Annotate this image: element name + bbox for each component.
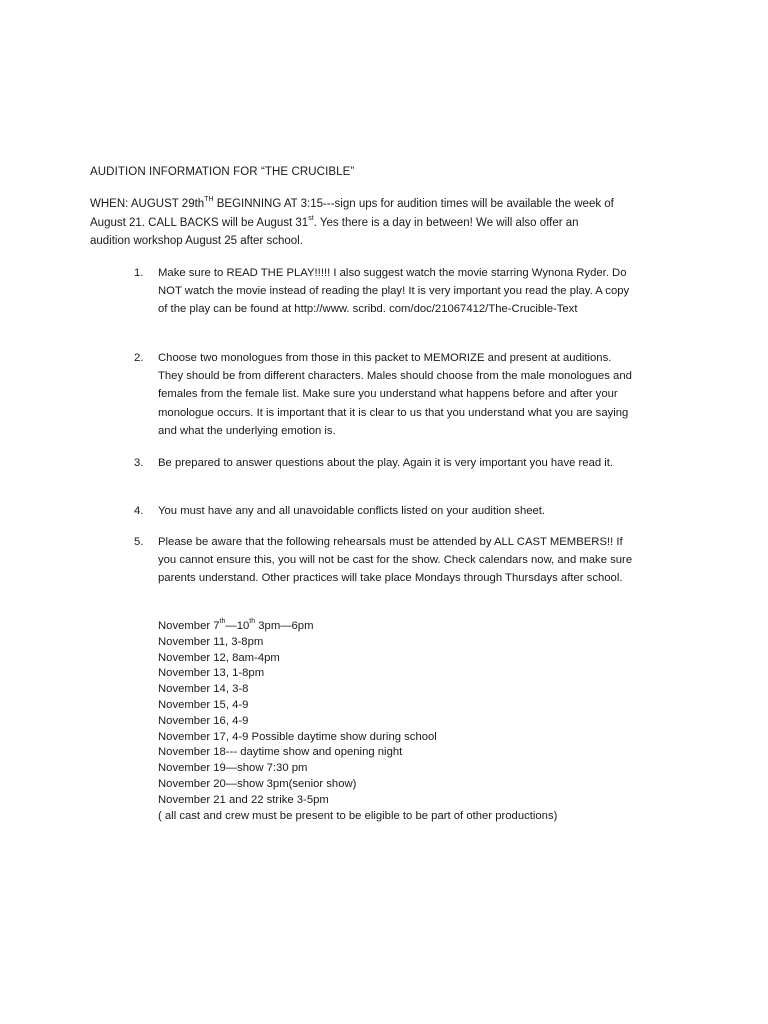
schedule-line: November 17, 4-9 Possible daytime show during school bbox=[158, 730, 437, 743]
when-superscript-2: st bbox=[308, 214, 314, 222]
list-item-2 bbox=[134, 349, 634, 440]
when-text-part-2: BEGINNING AT 3:15---sign ups for audition times will be available the week of August 21. CALL BACKS will be August 31 bbox=[90, 198, 614, 229]
schedule-line-first bbox=[158, 619, 557, 635]
schedule-line: November 21 and 22 strike 3-5pm bbox=[158, 793, 329, 806]
schedule-note: ( all cast and crew must be present to be eligible to be part of other productions) bbox=[158, 809, 558, 822]
list-item-4 bbox=[134, 502, 634, 520]
schedule-line: November 16, 4-9 bbox=[158, 714, 249, 727]
list-item-text: You must have any and all unavoidable conflicts listed on your audition sheet. bbox=[158, 505, 546, 517]
list-item-3 bbox=[134, 454, 634, 472]
list-item-number: 5. bbox=[134, 536, 144, 548]
schedule-line: November 14, 3-8 bbox=[158, 683, 249, 696]
when-text-part-3: . Yes there is a day in between! We will also offer an audition workshop August 25 after school. bbox=[90, 216, 579, 247]
schedule-first-sup-b: th bbox=[249, 618, 256, 626]
when-superscript-1: TH bbox=[204, 196, 214, 204]
schedule-line: November 15, 4-9 bbox=[158, 698, 249, 711]
list-item-5 bbox=[134, 533, 634, 588]
schedule-line: November 12, 8am-4pm bbox=[158, 651, 280, 664]
document-heading: AUDITION INFORMATION FOR “THE CRUCIBLE” bbox=[90, 166, 355, 178]
list-item-number: 2. bbox=[134, 352, 144, 364]
list-item-number: 4. bbox=[134, 505, 144, 517]
schedule-first-part-c: 3pm—6pm bbox=[255, 620, 314, 632]
schedule-line: November 11, 3-8pm bbox=[158, 635, 264, 648]
rehearsal-schedule bbox=[158, 619, 557, 824]
list-item-number: 1. bbox=[134, 267, 144, 279]
list-item-text: Please be aware that the following rehearsals must be attended by ALL CAST MEMBERS!! If you cannot ensure this, you will not be cast for the show. Check calendars now, and make sure parents understand. Other practices will take place Mondays through Thursdays after school. bbox=[158, 536, 633, 585]
list-item-text: Be prepared to answer questions about the play. Again it is very important you have read it. bbox=[158, 457, 614, 469]
schedule-line: November 19—show 7:30 pm bbox=[158, 762, 308, 775]
schedule-first-part-b: —10 bbox=[225, 620, 250, 632]
schedule-line: November 18--- daytime show and opening night bbox=[158, 746, 403, 759]
when-paragraph bbox=[90, 195, 620, 251]
schedule-line: November 20—show 3pm(senior show) bbox=[158, 777, 357, 790]
list-item-text: Make sure to READ THE PLAY!!!!! I also suggest watch the movie starring Wynona Ryder. Do NOT watch the movie instead of reading the play! It is very important you read the play. A copy of the play can be found at http://www. scribd. com/doc/21067412/The-Crucible-Text bbox=[158, 267, 630, 316]
list-item-text: Choose two monologues from those in this packet to MEMORIZE and present at auditions. They should be from different characters. Males should choose from the male monologues and females from the female list. Make sure you understand what happens before and after your monologue occurs. It is important that it is clear to us that you understand what you are saying and what the underlying emotion is. bbox=[158, 352, 632, 437]
when-text-part-1: WHEN: AUGUST 29th bbox=[90, 198, 205, 210]
schedule-first-sup-a: th bbox=[219, 618, 226, 626]
schedule-first-part-a: November 7 bbox=[158, 620, 220, 632]
list-item-1 bbox=[134, 264, 634, 319]
list-item-number: 3. bbox=[134, 457, 144, 469]
schedule-line: November 13, 1-8pm bbox=[158, 667, 265, 680]
